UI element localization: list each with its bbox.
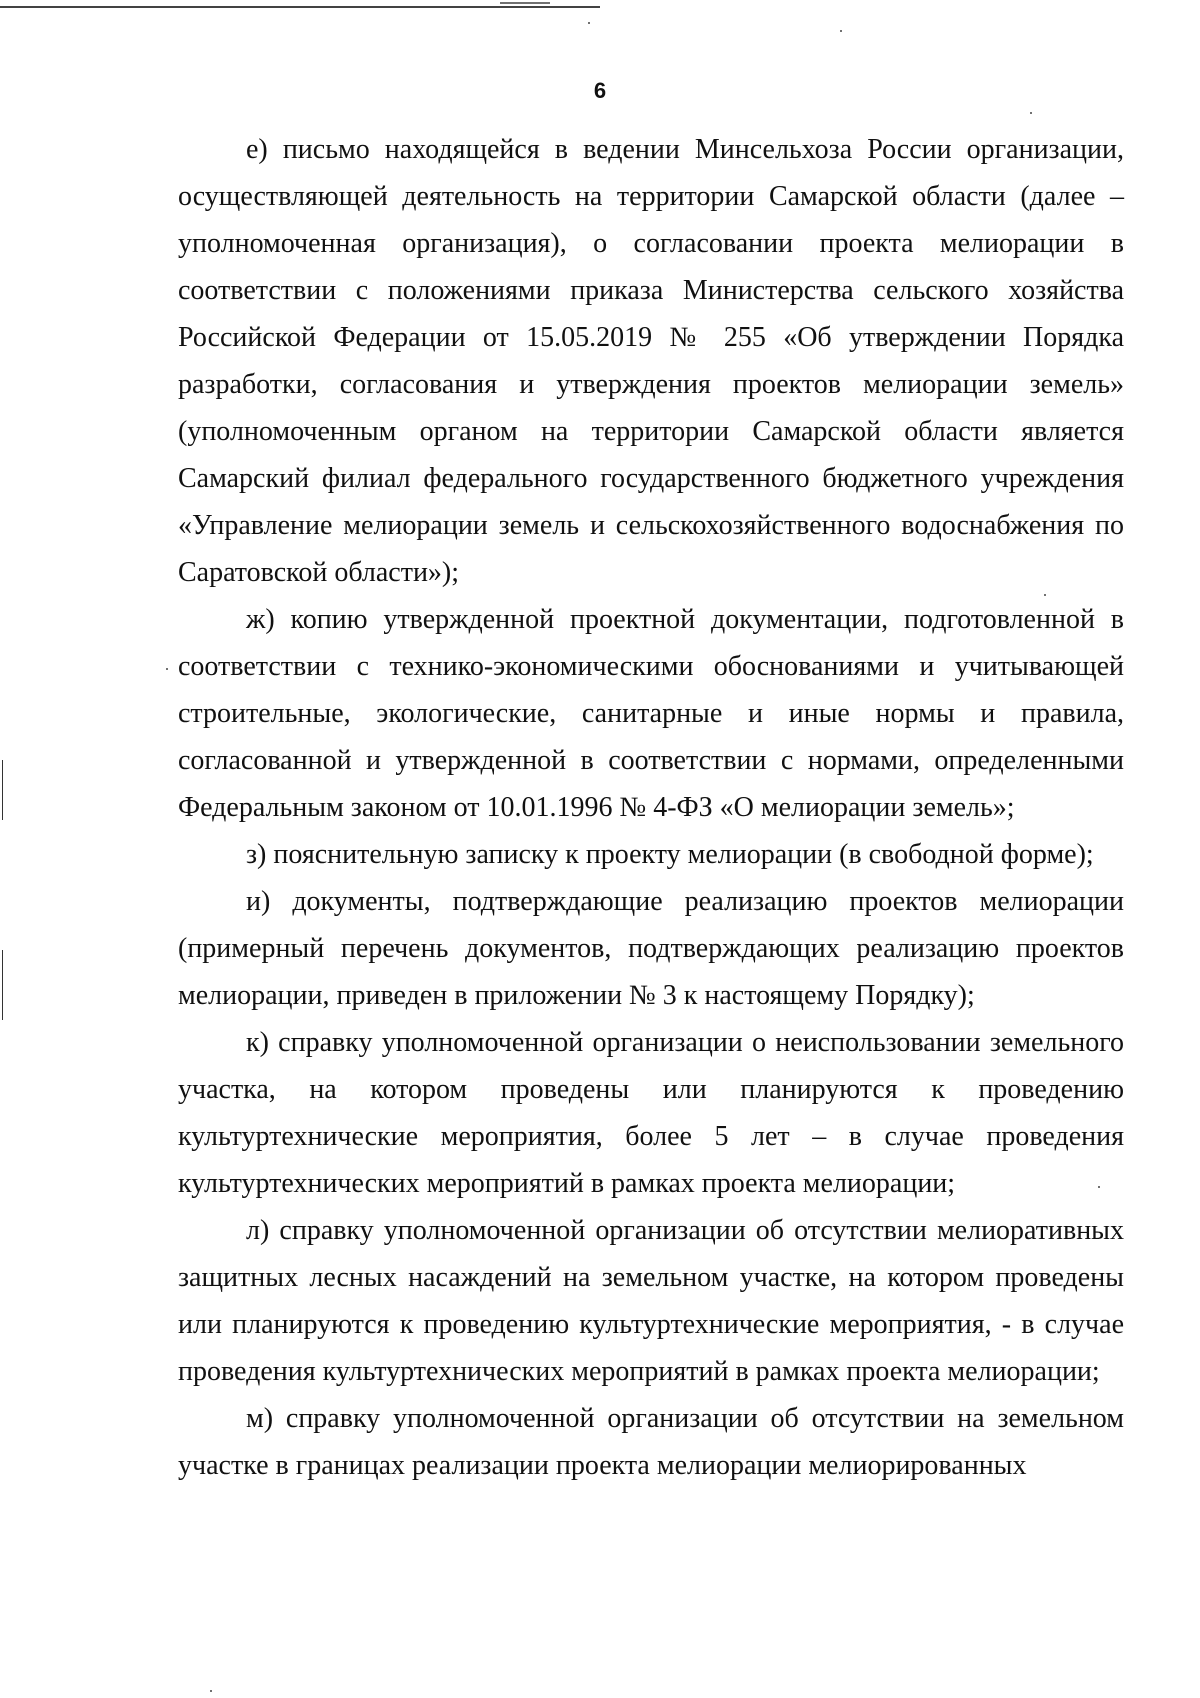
paragraph-m: м) справку уполномоченной организации об отсутствии на земельном участке в границах реализации проекта мелиорации мелиорированных bbox=[178, 1403, 1124, 1481]
paragraph-e: е) письмо находящейся в ведении Минсельхоза России организации, осуществляющей деятельность на территории Самарской области (далее – уполномоченная организация), о согласовании проекта мелиорации в соответствии с положениями приказа Министерства сельского хозяйства Российской Федерации от 15.05.2019 № 255 «Об утверждении Порядка разработки, согласования и утверждения проектов мелиорации земель» (уполномоченным органом на территории Самарской области является Самарский филиал федерального государственного бюджетного учреждения «Управление мелиорации земель и сельскохозяйственного водоснабжения по Саратовской области»); bbox=[178, 134, 1124, 588]
page-number: 6 bbox=[593, 78, 607, 103]
paragraph-k: к) справку уполномоченной организации о неиспользовании земельного участка, на котором проведены или планируются к проведению культуртехнические мероприятия, более 5 лет – в случае проведения культуртехнических мероприятий в рамках проекта мелиорации; bbox=[178, 1027, 1124, 1199]
scan-speck bbox=[1030, 112, 1032, 114]
scan-margin-mark bbox=[2, 760, 3, 820]
scan-speck bbox=[210, 1690, 212, 1692]
paragraph-z: з) пояснительную записку к проекту мелиорации (в свободной форме); bbox=[246, 839, 1094, 870]
scan-speck bbox=[840, 30, 842, 32]
scan-speck bbox=[166, 668, 168, 670]
scan-margin-mark bbox=[2, 950, 3, 1020]
paragraph-l: л) справку уполномоченной организации об отсутствии мелиоративных защитных лесных насаждений на земельном участке, на котором проведены или планируются к проведению культуртехнические мероприятия, - в случае проведения культуртехнических мероприятий в рамках проекта мелиорации; bbox=[178, 1215, 1124, 1387]
scan-speck bbox=[588, 22, 590, 24]
document-body bbox=[178, 126, 1124, 1489]
scan-edge-line bbox=[500, 2, 550, 4]
paragraph-zh: ж) копию утвержденной проектной документации, подготовленной в соответствии с технико-экономическими обоснованиями и учитывающей строительные, экологические, санитарные и иные нормы и правила, согласованной и утвержденной в соответствии с нормами, определенными Федеральным законом от 10.01.1996 № 4-ФЗ «О мелиорации земель»; bbox=[178, 604, 1124, 823]
scan-edge-line bbox=[0, 6, 600, 8]
paragraph-i: и) документы, подтверждающие реализацию проектов мелиорации (примерный перечень документов, подтверждающих реализацию проектов мелиорации, приведен в приложении № 3 к настоящему Порядку); bbox=[178, 886, 1124, 1011]
